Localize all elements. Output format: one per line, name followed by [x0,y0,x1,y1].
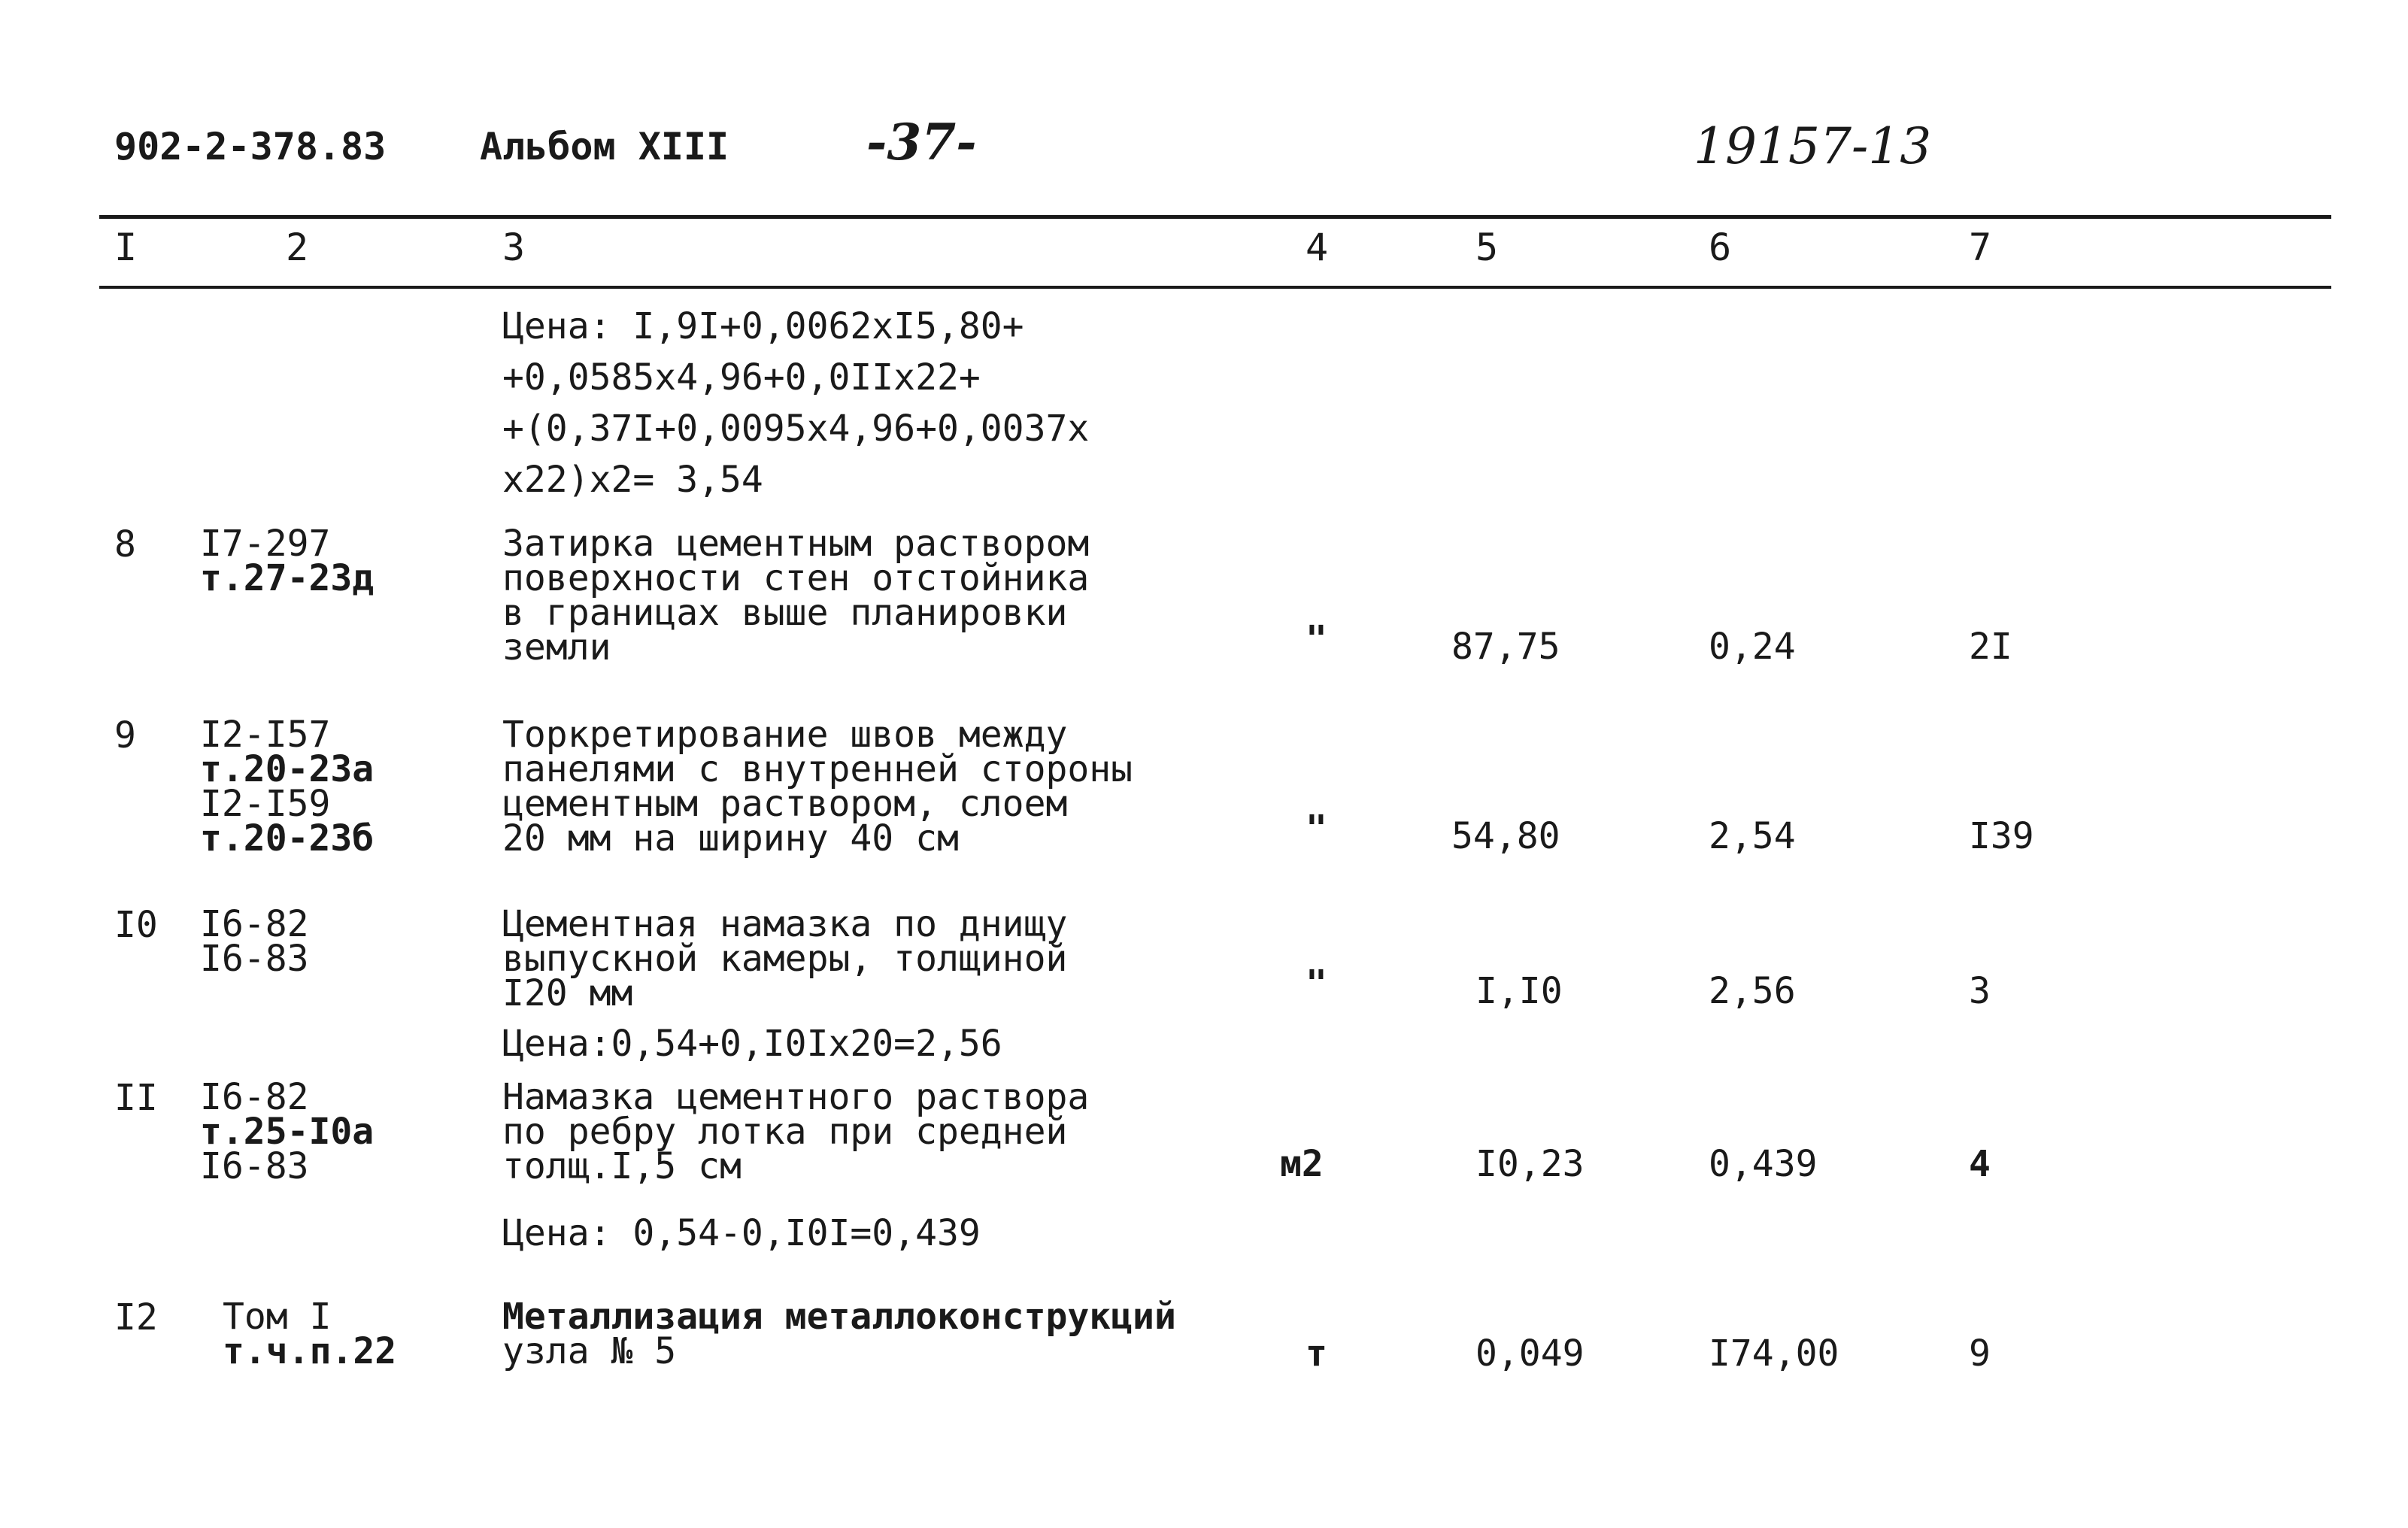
row-total: 9 [1969,1332,1991,1375]
row-unit: " [1306,618,1327,660]
row-unit: " [1306,808,1327,850]
row-reference [200,903,309,980]
description-line: поверхности стен отстойника [502,557,1090,599]
row-unit: м2 [1280,1143,1324,1185]
reference-line: т.20-23а [200,748,375,790]
sheet-number: 19157-13 [1694,117,1932,175]
row-unit-price: 2,54 [1709,815,1796,857]
description-line: толщ.I,5 см [502,1145,742,1187]
page-number: -37- [866,113,977,171]
reference-line: т.20-23б [200,817,375,860]
description-line: цементным раствором, слоем [502,783,1068,825]
row-unit-price: 0,24 [1709,626,1796,668]
column-number-5: 5 [1475,226,1499,269]
price-note-line: Цена: I,9I+0,0062xI5,80+ [502,305,1024,347]
row-unit-price: I74,00 [1709,1332,1839,1375]
description-line: Цементная намазка по днищу [502,903,1068,945]
row-price-note: Цена: 0,54-0,I0I=0,439 [502,1212,981,1254]
row-number: II [114,1077,158,1119]
row-total: 3 [1969,970,1991,1012]
row-unit-price: 0,439 [1709,1143,1818,1185]
price-note-line: +(0,37I+0,0095x4,96+0,0037x [502,408,1090,450]
row-price-note: Цена:0,54+0,I0Ix20=2,56 [502,1023,1002,1065]
description-line: в границах выше планировки [502,592,1068,634]
description-line: Затирка цементным раствором [502,523,1090,565]
row-reference [200,1076,375,1187]
row-description [502,523,1090,668]
reference-line: I6-82 [200,1076,309,1118]
reference-line: т.25-I0а [200,1111,375,1153]
row-unit-price: 2,56 [1709,970,1796,1012]
row-reference [200,523,375,599]
column-number-4: 4 [1306,226,1329,269]
column-number-6: 6 [1709,226,1732,269]
row-reference [223,1296,397,1372]
table-header-rule [99,286,2331,289]
price-note-top [502,301,1089,505]
row-number: 8 [114,523,136,565]
row-unit: т [1306,1332,1327,1375]
row-description [502,1296,1176,1372]
row-number: I2 [114,1296,158,1339]
price-note-line: +0,0585x4,96+0,0IIx22+ [502,356,981,399]
price-note-line: x22)x2= 3,54 [502,459,763,501]
row-description [502,903,1068,1014]
row-total: 4 [1969,1143,1991,1185]
description-line: панелями с внутренней стороны [502,748,1133,790]
row-quantity: 87,75 [1451,626,1560,668]
row-number: I0 [114,904,158,946]
table-top-rule [99,215,2331,219]
row-quantity: I,I0 [1475,970,1563,1012]
reference-line: I6-83 [200,1145,309,1187]
description-line: узла № 5 [502,1330,677,1372]
row-total: 2I [1969,626,2012,668]
row-unit: " [1306,963,1327,1005]
description-line: Металлизация металлоконструкций [502,1296,1176,1338]
reference-line: т.27-23д [200,557,375,599]
row-reference [200,714,375,860]
row-total: I39 [1969,815,2034,857]
description-line: I20 мм [502,972,633,1014]
row-description [502,714,1133,860]
reference-line: I6-82 [200,903,309,945]
row-quantity: I0,23 [1475,1143,1585,1185]
reference-line: I2-I59 [200,783,331,825]
reference-line: I2-I57 [200,714,331,756]
row-quantity: 54,80 [1451,815,1560,857]
column-number-7: 7 [1969,226,1992,269]
description-line: Торкретирование швов между [502,714,1068,756]
reference-line: т.ч.п.22 [223,1330,397,1372]
reference-line: I7-297 [200,523,331,565]
document-code: 902-2-378.83 [114,125,387,168]
row-quantity: 0,049 [1475,1332,1585,1375]
column-number-3: 3 [502,226,526,269]
column-number-2: 2 [286,226,309,269]
album-label: Альбом XIII [480,125,729,168]
description-line: выпускной камеры, толщиной [502,938,1068,980]
description-line: земли [502,626,611,668]
row-description [502,1076,1090,1187]
column-number-1: I [114,226,138,269]
description-line: Намазка цементного раствора [502,1076,1090,1118]
reference-line: I6-83 [200,938,309,980]
description-line: 20 мм на ширину 40 см [502,817,959,860]
row-number: 9 [114,714,136,756]
description-line: по ребру лотка при средней [502,1111,1068,1153]
reference-line: Том I [223,1296,332,1338]
